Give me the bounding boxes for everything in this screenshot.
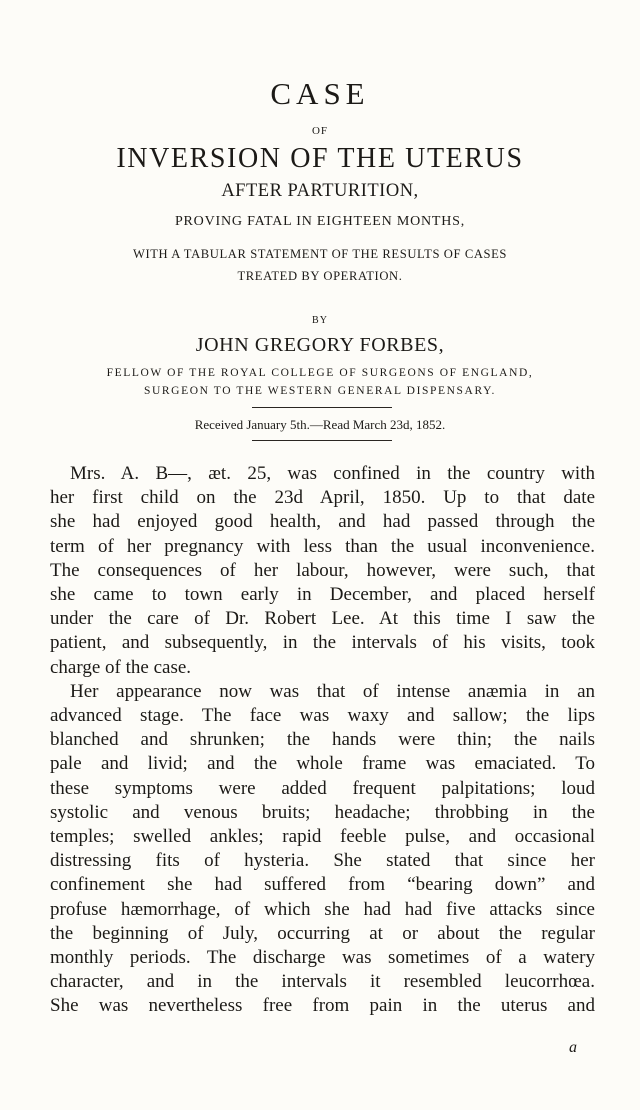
signature-mark: a: [569, 1039, 577, 1056]
body-line: the beginning of July, occurring at or about the regular: [50, 922, 595, 944]
body-line: pale and livid; and the whole frame was emaciated. To: [50, 753, 595, 775]
body-line: her first child on the 23d April, 1850. Up to that date: [50, 487, 595, 509]
tabular-statement-line-1: WITH A TABULAR STATEMENT OF THE RESULTS OF CASES: [132, 247, 508, 261]
body-line: these symptoms were added frequent palpitations; loud: [50, 777, 595, 799]
author-affiliation-line-1: FELLOW OF THE ROYAL COLLEGE OF SURGEONS OF ENGLAND,: [106, 367, 534, 379]
divider-bottom: [252, 440, 392, 441]
by-word: BY: [312, 315, 328, 326]
body-line: monthly periods. The discharge was sometimes of a watery: [50, 947, 595, 969]
body-text: [50, 462, 595, 1019]
body-line: systolic and venous bruits; headache; throbbing in the: [50, 801, 595, 823]
received-date: Received January 5th.—Read March 23d, 1852.: [194, 417, 446, 432]
body-line: confinement she had suffered from “bearing down” and: [50, 874, 595, 896]
body-line: The consequences of her labour, however, were such, that: [50, 559, 595, 581]
tabular-statement-line-2: TREATED BY OPERATION.: [237, 269, 403, 283]
author-name: JOHN GREGORY FORBES,: [195, 334, 445, 356]
body-line: temples; swelled ankles; rapid feeble pulse, and occasional: [50, 826, 595, 848]
body-line: advanced stage. The face was waxy and sallow; the lips: [50, 705, 595, 727]
body-line: Her appearance now was that of intense anæmia in an: [70, 680, 595, 702]
body-line: term of her pregnancy with less than the usual inconvenience.: [50, 535, 595, 557]
body-line: profuse hæmorrhage, of which she had had five attacks since: [50, 898, 595, 920]
paper-title: INVERSION OF THE UTERUS: [116, 143, 524, 174]
body-line: charge of the case.: [50, 656, 192, 678]
author-affiliation-line-2: SURGEON TO THE WESTERN GENERAL DISPENSARY.: [144, 385, 496, 397]
paper-subtitle: AFTER PARTURITION,: [221, 181, 419, 201]
body-line: patient, and subsequently, in the intervals of his visits, took: [50, 632, 595, 654]
subtitle-fatal: PROVING FATAL IN EIGHTEEN MONTHS,: [174, 214, 466, 229]
body-line: blanched and shrunken; the hands were thin; the nails: [50, 729, 595, 751]
body-line: Mrs. A. B—, æt. 25, was confined in the country with: [70, 463, 595, 484]
body-line: distressing fits of hysteria. She stated that since her: [50, 850, 595, 872]
case-heading: CASE: [270, 76, 370, 111]
body-line: she had enjoyed good health, and had passed through the: [50, 511, 595, 533]
of-word: OF: [311, 125, 329, 137]
body-line: character, and in the intervals it resembled leucorrhœa.: [50, 971, 595, 993]
body-line: she came to town early in December, and placed herself: [50, 584, 595, 606]
body-line: under the care of Dr. Robert Lee. At this time I saw the: [50, 608, 595, 630]
body-line: She was nevertheless free from pain in the uterus and: [50, 995, 595, 1017]
divider-top: [252, 407, 392, 408]
